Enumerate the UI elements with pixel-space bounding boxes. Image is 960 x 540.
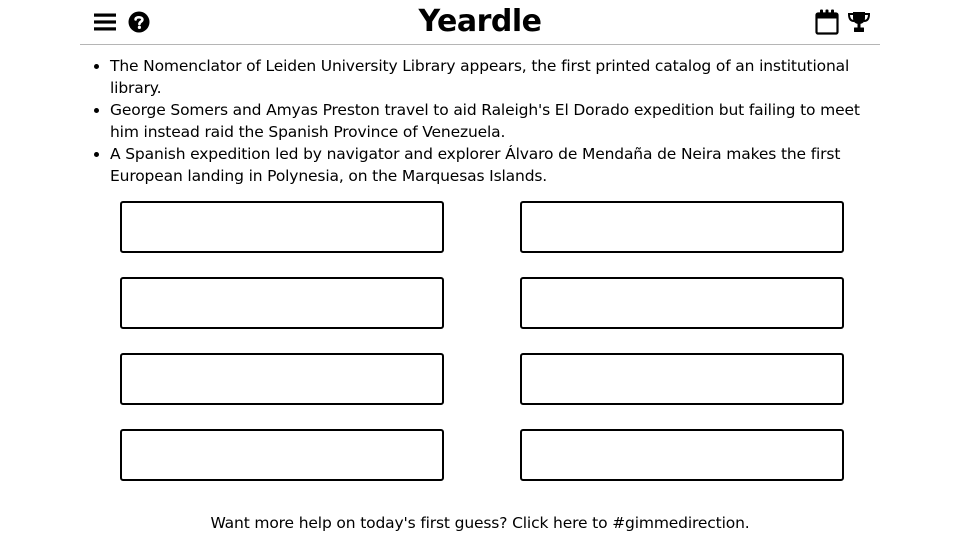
calendar-icon — [815, 9, 839, 35]
guess-grid — [120, 201, 844, 481]
guess-box-7[interactable] — [120, 429, 444, 481]
first-guess-help-link[interactable]: Want more help on today's first guess? Click here to #gimmedirection. — [210, 514, 750, 532]
clue-item: • A Spanish expedition led by navigator and explorer Álvaro de Mendaña de Neira makes the first European landing in Polynesia, on the Marquesas Islands. — [110, 143, 880, 187]
clue-item: • George Somers and Amyas Preston travel to aid Raleigh's El Dorado expedition but failing to meet him instead raid the Spanish Province of Venezuela. — [110, 99, 880, 143]
trophy-icon — [847, 11, 871, 33]
guess-box-8[interactable] — [520, 429, 844, 481]
guess-box-3[interactable] — [120, 277, 444, 329]
calendar-button[interactable] — [814, 9, 840, 35]
header-bar — [80, 0, 880, 45]
guess-box-6[interactable] — [520, 353, 844, 405]
guess-box-2[interactable] — [520, 201, 844, 253]
guess-box-5[interactable] — [120, 353, 444, 405]
app-title: Yeardle — [418, 4, 542, 39]
clue-item: • The Nomenclator of Leiden University Library appears, the first printed catalog of an institutional library. — [110, 55, 880, 99]
guess-box-1[interactable] — [120, 201, 444, 253]
guess-box-4[interactable] — [520, 277, 844, 329]
trophy-button[interactable] — [846, 9, 872, 35]
clue-list — [80, 55, 880, 187]
